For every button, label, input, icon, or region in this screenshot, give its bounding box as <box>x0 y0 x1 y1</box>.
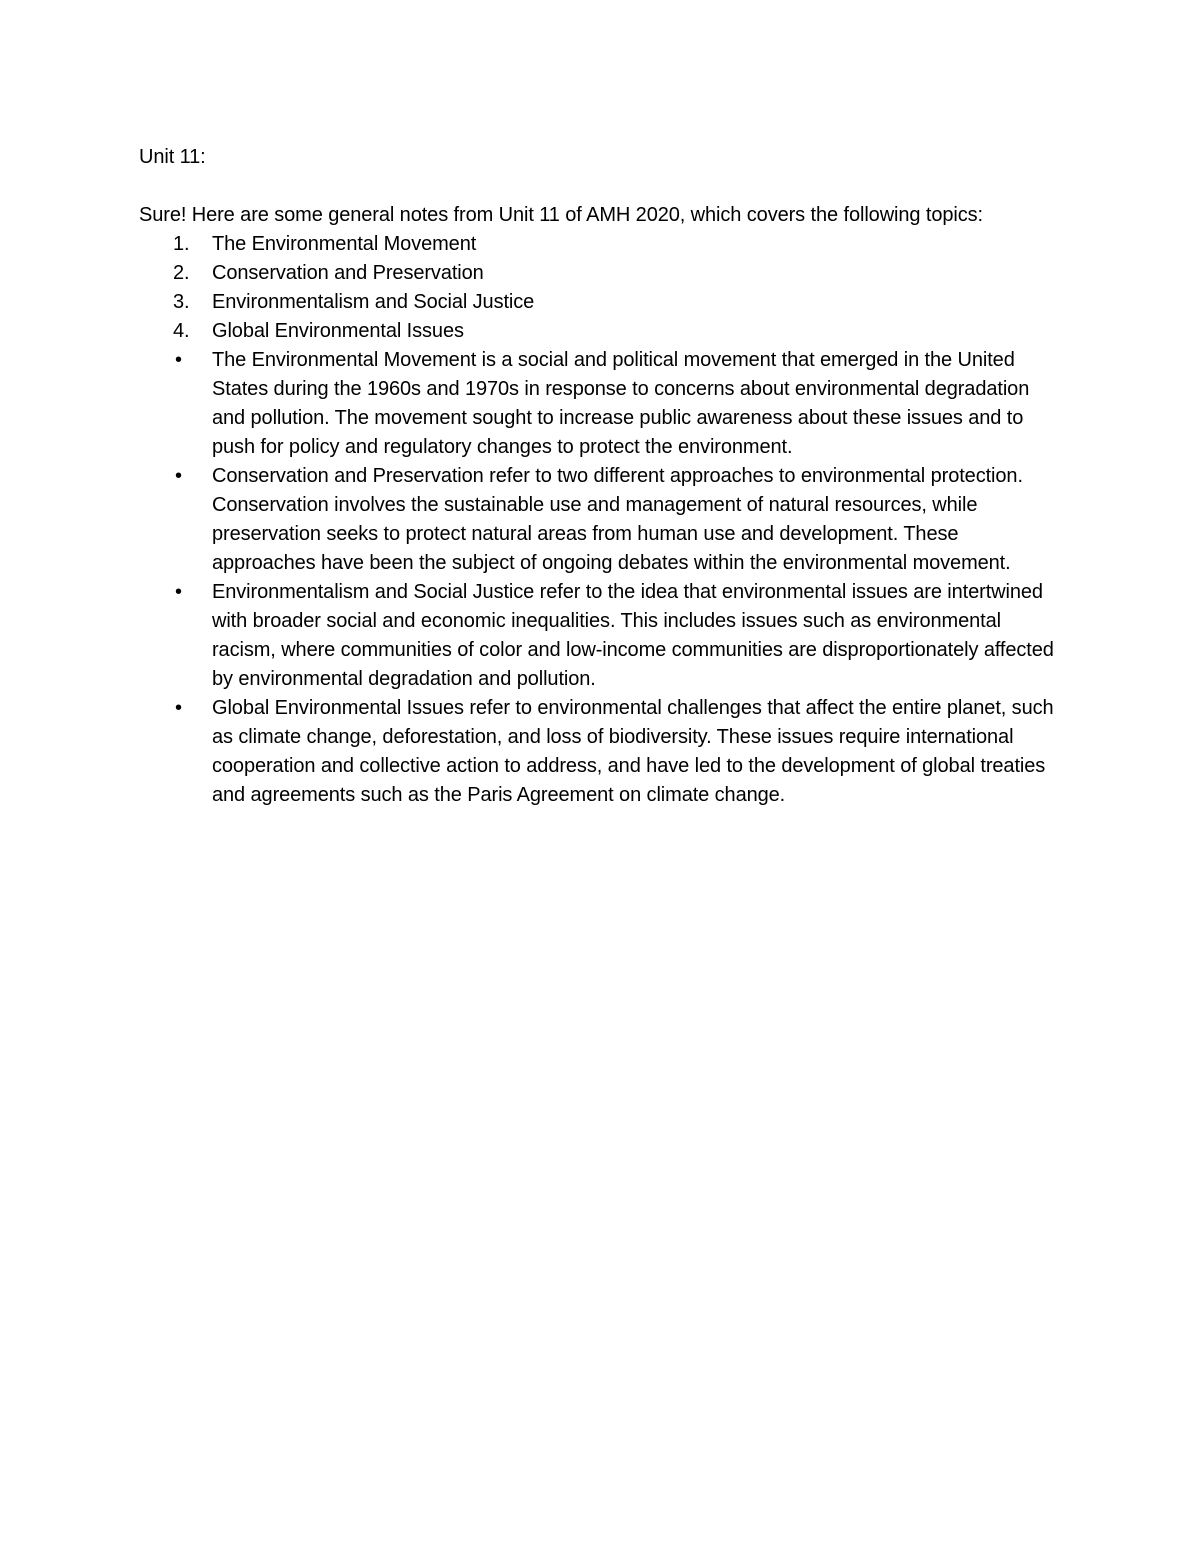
bullet-icon: • <box>175 697 182 719</box>
bullet-item-text: Global Environmental Issues refer to environmental challenges that affect the entire planet, such as climate change, deforestation, and loss of biodiversity. These issues require international cooperation and collective action to address, and have led to the development of global treaties and agreements such as the Paris Agreement on climate change. <box>212 697 1054 806</box>
numbered-list-item <box>139 230 1059 259</box>
intro-paragraph: Sure! Here are some general notes from Unit 11 of AMH 2020, which covers the following topics: <box>139 204 983 226</box>
list-number: 1. <box>173 233 190 255</box>
bullet-item-text: Conservation and Preservation refer to two different approaches to environmental protection. Conservation involves the sustainable use and management of natural resources, while preservation seeks to protect natural areas from human use and development. These approaches have been the subject of ongoing debates within the environmental movement. <box>212 465 1023 574</box>
bullet-list-item <box>139 346 1059 462</box>
bullet-item-text: The Environmental Movement is a social and political movement that emerged in the United States during the 1960s and 1970s in response to concerns about environmental degradation and pollution. The movement sought to increase public awareness about these issues and to push for policy and regulatory changes to protect the environment. <box>212 349 1030 458</box>
blank-line <box>139 172 1059 201</box>
numbered-list-item <box>139 317 1059 346</box>
bullet-list-item <box>139 578 1059 694</box>
bullet-item-text: Environmentalism and Social Justice refer to the idea that environmental issues are intertwined with broader social and economic inequalities. This includes issues such as environmental racism, where communities of color and low-income communities are disproportionately affected by environmental degradation and pollution. <box>212 581 1054 690</box>
bullet-icon: • <box>175 581 182 603</box>
list-number: 2. <box>173 262 190 284</box>
numbered-list-item <box>139 288 1059 317</box>
list-item-text: Environmentalism and Social Justice <box>212 291 535 313</box>
list-number: 4. <box>173 320 190 342</box>
numbered-list-item <box>139 259 1059 288</box>
topic-list <box>139 230 1059 810</box>
unit-heading: Unit 11: <box>139 146 206 168</box>
list-item-text: The Environmental Movement <box>212 233 477 255</box>
bullet-icon: • <box>175 349 182 371</box>
list-number: 3. <box>173 291 190 313</box>
list-item-text: Conservation and Preservation <box>212 262 484 284</box>
bullet-icon: • <box>175 465 182 487</box>
list-item-text: Global Environmental Issues <box>212 320 464 342</box>
bullet-list-item <box>139 462 1059 578</box>
document-body <box>139 143 1059 810</box>
bullet-list-item <box>139 694 1059 810</box>
